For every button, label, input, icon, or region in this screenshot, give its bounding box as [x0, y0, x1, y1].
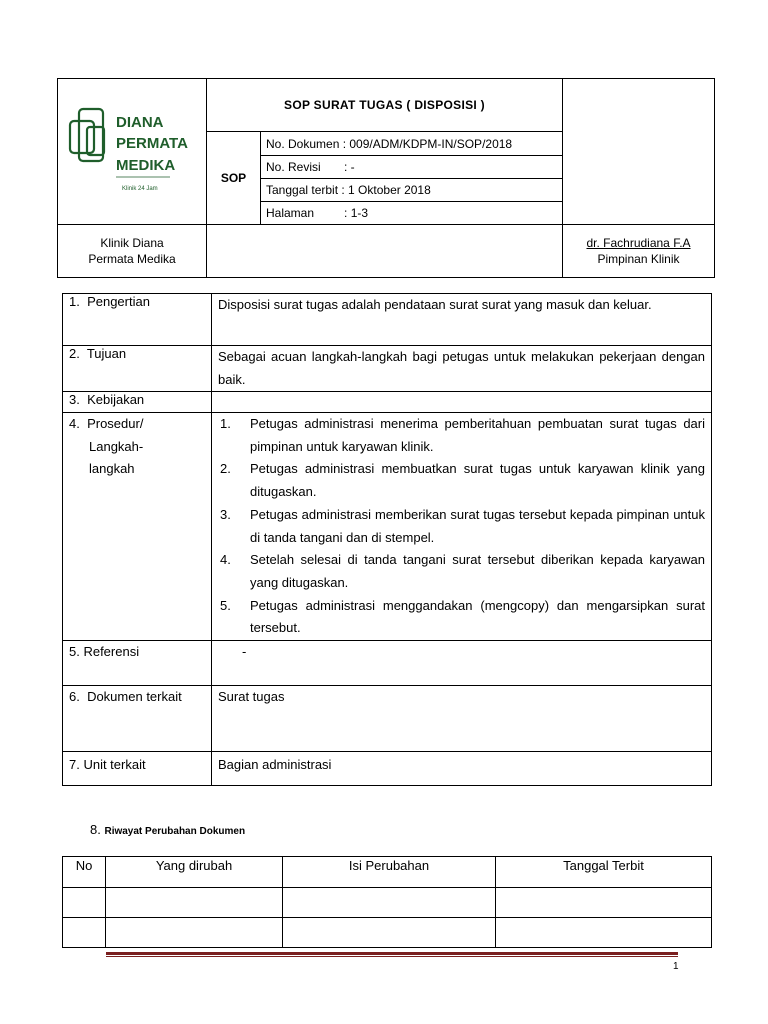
label-referensi: 5. Referensi: [63, 641, 212, 686]
text-referensi: -: [212, 641, 712, 686]
logo-tagline: Klinik 24 Jam: [122, 186, 158, 192]
step-text: Petugas administrasi menerima pemberitahuan pembuatan surat tugas dari pimpinan untuk karyawan klinik.: [250, 416, 705, 454]
signer-name: dr. Fachrudiana F.A: [586, 236, 691, 250]
label-prosedur-line1: 4. Prosedur/: [69, 416, 144, 431]
text-tujuan: Sebagai acuan langkah-langkah bagi petugas untuk melakukan pekerjaan dengan baik.: [212, 346, 712, 392]
row-prosedur: [63, 413, 712, 641]
col-yang-dirubah: Yang dirubah: [106, 857, 283, 888]
signer-cell: [563, 225, 715, 278]
step-item: [218, 413, 705, 458]
header-table: [57, 78, 715, 278]
step-number: 5.: [220, 597, 231, 613]
halaman: Halaman : 1-3: [261, 202, 563, 225]
logo-cell: [58, 79, 207, 225]
page-number: 1: [673, 961, 679, 972]
logo-line1: DIANA: [116, 114, 164, 131]
clinic-name-cell: [58, 225, 207, 278]
text-pengertian: Disposisi surat tugas adalah pendataan surat surat yang masuk dan keluar.: [212, 294, 712, 346]
sop-label: SOP: [207, 132, 261, 225]
col-no: No: [63, 857, 106, 888]
text-dokumen-terkait: Surat tugas: [212, 686, 712, 752]
riwayat-title: Riwayat Perubahan Dokumen: [104, 826, 246, 837]
clinic-name-line2: Permata Medika: [88, 252, 176, 266]
label-prosedur: [63, 413, 212, 641]
step-text: Petugas administrasi memberikan surat tugas tersebut kepada pimpinan untuk di tanda tangani dan di stempel.: [250, 506, 705, 545]
table-row: [63, 888, 712, 918]
row-unit-terkait: [63, 752, 712, 786]
label-unit-terkait: 7. Unit terkait: [63, 752, 212, 786]
step-text: Petugas administrasi membuatkan surat tugas untuk karyawan klinik yang ditugaskan.: [250, 461, 705, 500]
step-item: [218, 458, 705, 503]
clinic-logo: [58, 79, 206, 224]
step-number: 3.: [220, 506, 231, 522]
row-pengertian: [63, 294, 712, 346]
sop-content-table: [62, 293, 712, 786]
logo-line2: PERMATA: [116, 135, 188, 152]
step-item: [218, 504, 705, 549]
footer-rule-thin: [106, 956, 678, 957]
step-item: [218, 595, 705, 640]
riwayat-heading: [90, 822, 245, 837]
no-revisi: No. Revisi : -: [261, 156, 563, 179]
label-prosedur-line2: Langkah-: [89, 438, 144, 454]
riwayat-header-row: [63, 857, 712, 888]
riwayat-table: [62, 856, 712, 948]
footer-rule: [106, 952, 678, 955]
label-pengertian: 1. Pengertian: [63, 294, 212, 346]
label-dokumen-terkait: 6. Dokumen terkait: [63, 686, 212, 752]
logo-line3: MEDIKA: [116, 157, 176, 174]
no-dokumen: No. Dokumen : 009/ADM/KDPM-IN/SOP/2018: [261, 132, 563, 156]
clinic-name-line1: Klinik Diana: [100, 236, 164, 250]
table-row: [63, 918, 712, 948]
text-unit-terkait: Bagian administrasi: [212, 752, 712, 786]
text-kebijakan: [212, 392, 712, 413]
riwayat-number: 8.: [90, 822, 101, 837]
row-referensi: [63, 641, 712, 686]
col-tanggal-terbit: Tanggal Terbit: [496, 857, 712, 888]
signature-blank-cell: [207, 225, 563, 278]
col-isi-perubahan: Isi Perubahan: [283, 857, 496, 888]
step-number: 1.: [220, 416, 231, 431]
row-dokumen-terkait: [63, 686, 712, 752]
step-number: 4.: [220, 552, 231, 568]
row-kebijakan: [63, 392, 712, 413]
step-number: 2.: [220, 461, 231, 477]
label-prosedur-line3: langkah: [89, 461, 135, 477]
step-text: Petugas administrasi menggandakan (mengcopy) dan mengarsipkan surat tersebut.: [250, 597, 705, 636]
step-text: Setelah selesai di tanda tangani surat tersebut diberikan kepada karyawan yang ditugaskan.: [250, 552, 705, 590]
signer-title: Pimpinan Klinik: [597, 252, 680, 266]
row-tujuan: [63, 346, 712, 392]
label-kebijakan: 3. Kebijakan: [63, 392, 212, 413]
document-title: SOP SURAT TUGAS ( DISPOSISI ): [207, 79, 563, 132]
tanggal-terbit: Tanggal terbit : 1 Oktober 2018: [261, 179, 563, 202]
label-tujuan: 2. Tujuan: [63, 346, 212, 392]
step-item: [218, 549, 705, 594]
prosedur-steps: [218, 413, 705, 640]
header-blank-cell: [563, 79, 715, 225]
prosedur-steps-cell: [212, 413, 712, 641]
